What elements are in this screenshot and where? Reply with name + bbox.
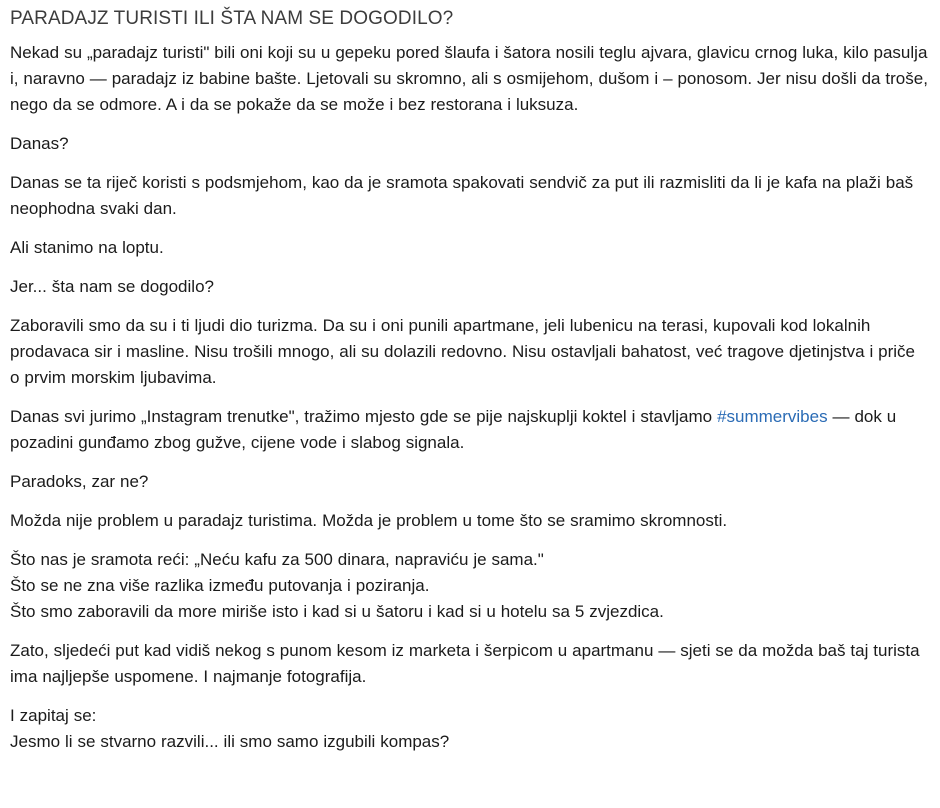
paragraph-paradoks: Paradoks, zar ne?	[10, 472, 149, 491]
sto-line-2: Što se ne zna više razlika između putovanja i poziranja.	[10, 576, 430, 595]
paragraph-danas-question: Danas?	[10, 134, 69, 153]
paragraph-zato: Zato, sljedeći put kad vidiš nekog s punom kesom iz marketa i šerpicom u apartmanu — sjeti se da možda baš taj turista ima najljepše uspomene. I najmanje fotografija.	[10, 641, 920, 686]
instagram-text-before: Danas svi jurimo „Instagram trenutke", tražimo mjesto gde se pije najskuplji koktel i stavljamo	[10, 407, 718, 426]
paragraph-final-block	[10, 703, 928, 755]
sto-line-3: Što smo zaboravili da more miriše isto i kad si u šatoru i kad si u hotelu sa 5 zvjezdica.	[10, 602, 664, 621]
instagram-text-after: — dok u pozadini gunđamo zbog gužve, cijene vode i slabog signala.	[10, 407, 897, 452]
sto-line-1: Što nas je sramota reći: „Neću kafu za 500 dinara, napraviću je sama."	[10, 550, 544, 569]
paragraph-instagram	[10, 404, 928, 456]
paragraph-jer: Jer... šta nam se dogodilo?	[10, 277, 214, 296]
paragraph-danas-answer: Danas se ta riječ koristi s podsmjehom, kao da je sramota spakovati sendvič za put ili razmisliti da li je kafa na plaži baš neophodna svaki dan.	[10, 173, 914, 218]
paragraph-stanimo: Ali stanimo na loptu.	[10, 238, 164, 257]
final-line-1: I zapitaj se:	[10, 706, 97, 725]
final-line-2: Jesmo li se stvarno razvili... ili smo samo izgubili kompas?	[10, 732, 450, 751]
paragraph-zaboravili: Zaboravili smo da su i ti ljudi dio turizma. Da su i oni punili apartmane, jeli lubenicu na terasi, kupovali kod lokalnih prodavaca sir i masline. Nisu trošili mnogo, ali su dolazili redovno. Nisu ostavljali bahatost, već tragove djetinjstva i priče o prvim morskim ljubavima.	[10, 316, 916, 387]
page-title: PARADAJZ TURISTI ILI ŠTA NAM SE DOGODILO?	[10, 8, 454, 29]
paragraph-sto-block	[10, 547, 928, 625]
hashtag-summervibes-link[interactable]: #summervibes	[717, 407, 828, 426]
paragraph-intro: Nekad su „paradajz turisti" bili oni koji su u gepeku pored šlaufa i šatora nosili teglu ajvara, glavicu crnog luka, kilo pasulja i, naravno — paradajz iz babine bašte. Ljetovali su skromno, ali s osmijehom, dušom i – ponosom. Jer nisu došli da troše, nego da se odmore. A i da se pokaže da se može i bez restorana i luksuza.	[10, 43, 928, 114]
paragraph-mozda: Možda nije problem u paradajz turistima. Možda je problem u tome što se sramimo skromnosti.	[10, 511, 728, 530]
